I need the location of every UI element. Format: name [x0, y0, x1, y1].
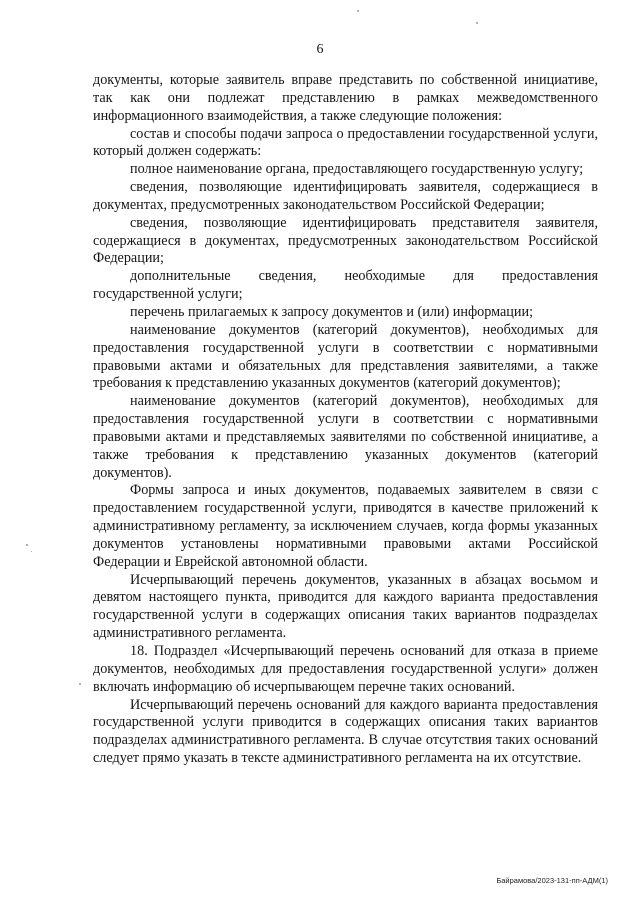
paragraph-7: перечень прилагаемых к запросу документов и (или) информации; [130, 303, 534, 320]
scan-speck [26, 544, 28, 546]
paragraph-2: состав и способы подачи запроса о предоставлении государственной услуги, который должен содержать: [93, 125, 598, 160]
paragraph-9: наименование документов (категорий документов), необходимых для предоставления государственной услуги в соответствии с нормативными правовыми актами и представляемых заявителями по собственной инициативе, а также требования к представлению указанных документов (категорий документов). [93, 393, 598, 481]
paragraph-4: сведения, позволяющие идентифицировать заявителя, содержащиеся в документах, предусмотренных законодательством Российской Федерации; [93, 179, 598, 213]
paragraph-6: дополнительные сведения, необходимые для предоставления государственной услуги; [93, 268, 598, 303]
scan-speck [31, 551, 32, 552]
paragraph-5: сведения, позволяющие идентифицировать представителя заявителя, содержащиеся в документах, предусмотренных законодательством Российской Федерации; [93, 214, 598, 267]
paragraph-10: Формы запроса и иных документов, подаваемых заявителем в связи с предоставлением государственной услуги, приводятся в качестве приложений к административному регламенту, за исключением случаев, когда формы указанных документов установлены нормативными правовыми актами Российской Федерации и Еврейской автономной области. [93, 482, 598, 570]
footer-reference: Байрамова/2023-131-пп-АДМ(1) [496, 876, 608, 885]
scan-speck [79, 683, 81, 685]
scan-speck [476, 22, 478, 24]
paragraph-12: 18. Подраздел «Исчерпывающий перечень оснований для отказа в приеме документов, необходимых для предоставления государственной услуги» должен включать информацию об исчерпывающем перечне таких оснований. [93, 643, 598, 695]
body-text [93, 72, 598, 768]
paragraph-3: полное наименование органа, предоставляющего государственную услугу; [130, 161, 584, 178]
paragraph-1: документы, которые заявитель вправе представить по собственной инициативе, так как они подлежат представлению в рамках межведомственного информационного взаимодействия, а также следующие положения: [93, 72, 598, 124]
paragraph-8: наименование документов (категорий документов), необходимых для предоставления государственной услуги в соответствии с нормативными правовыми актами и обязательных для представления заявителями, а также требования к представлению указанных документов (категорий документов); [93, 321, 598, 392]
paragraph-13: Исчерпывающий перечень оснований для каждого варианта предоставления государственной услуги приводится в содержащих описания таких вариантов подразделах административного регламента. В случае отсутствия таких оснований следует прямо указать в тексте административного регламента на их отсутствие. [93, 696, 598, 767]
paragraph-11: Исчерпывающий перечень документов, указанных в абзацах восьмом и девятом настоящего пункта, приводится для каждого варианта предоставления государственной услуги в содержащих описания таких вариантов подразделах административного регламента. [93, 571, 598, 642]
page-number: 6 [316, 42, 324, 57]
scan-speck [357, 10, 359, 12]
